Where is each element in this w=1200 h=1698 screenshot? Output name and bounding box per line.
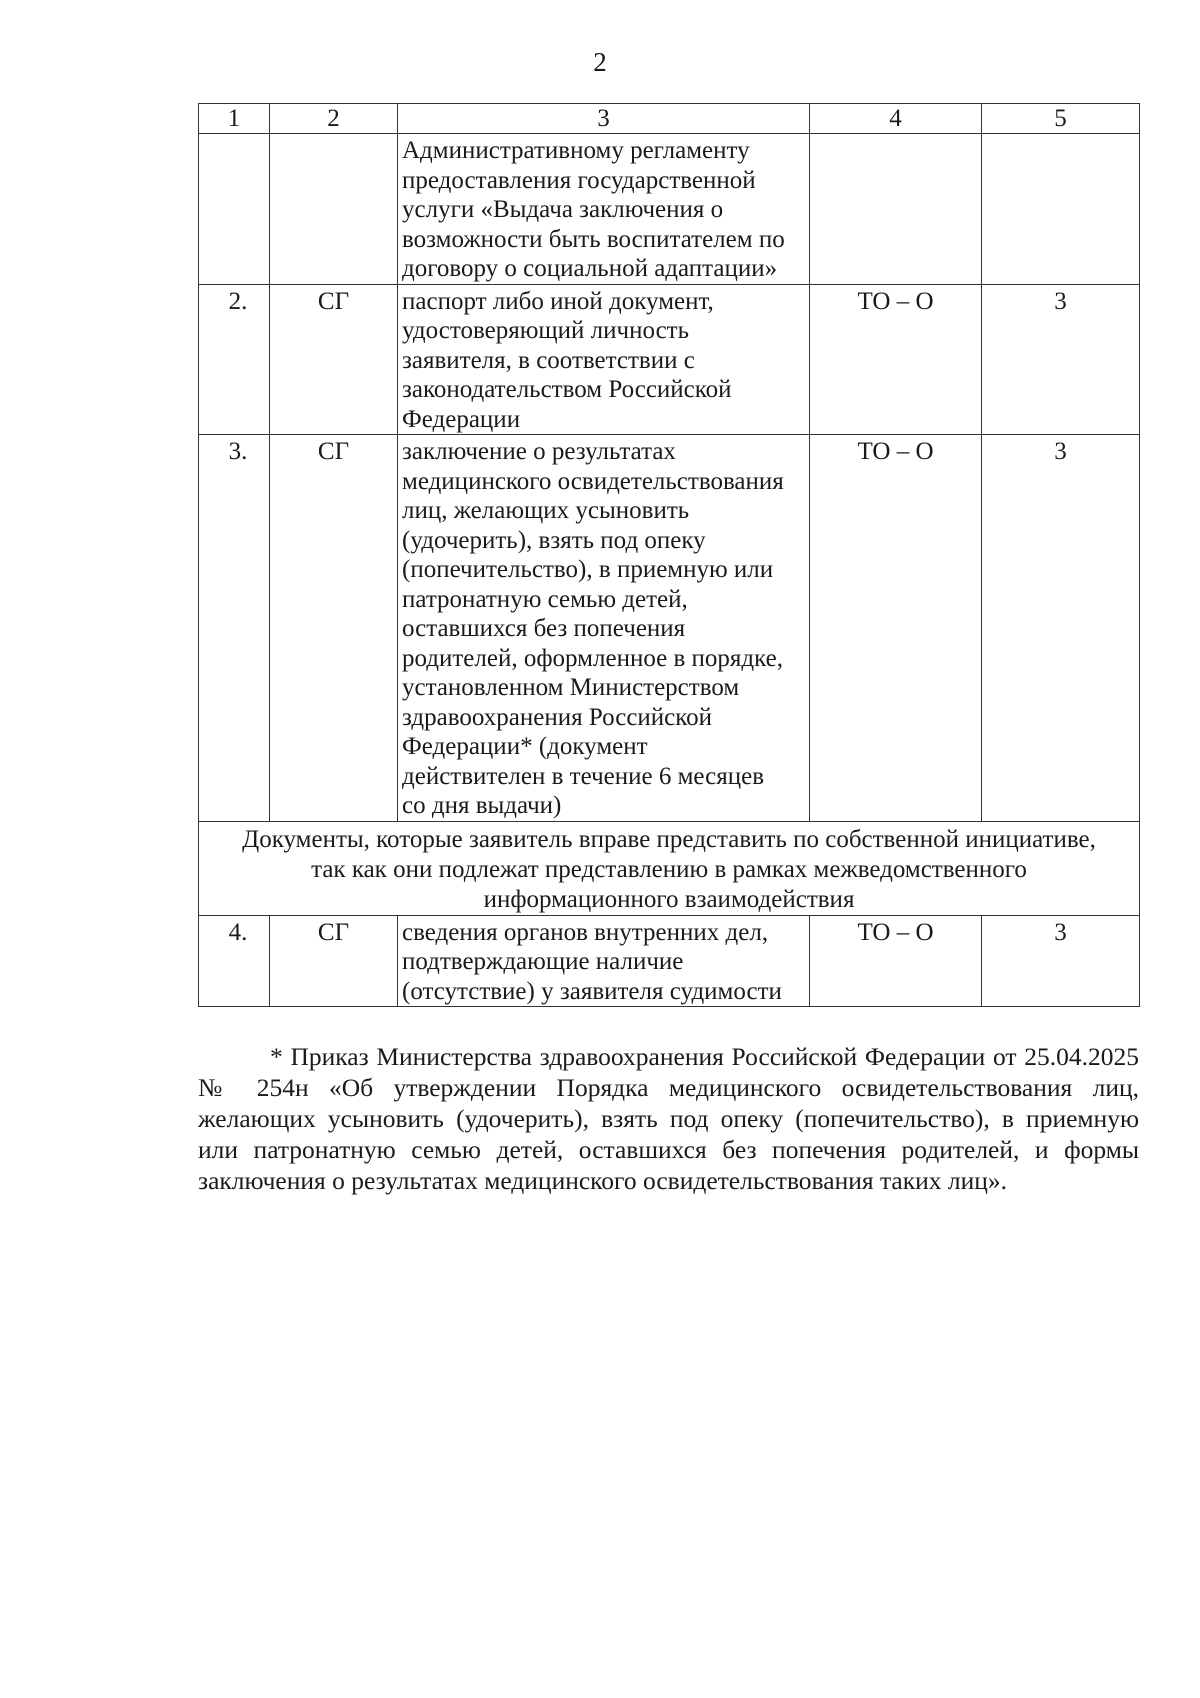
section-heading: Документы, которые заявитель вправе представить по собственной инициативе, так как они подлежат представлению в рамках межведомственного информационного взаимодействия: [199, 821, 1140, 915]
description-cell: паспорт либо иной документ, удостоверяющий личность заявителя, в соответствии с законодательством Российской Федерации: [398, 284, 810, 435]
requirement-cell: 3: [982, 284, 1140, 435]
table-header-row: [199, 104, 1140, 134]
description-cell: заключение о результатах медицинского освидетельствования лиц, желающих усыновить (удочерить), взять под опеку (попечительство), в приемную или патронатную семью детей, оставшихся без попечения родителей, оформленное в порядке, установленном Министерством здравоохранения Российской Федерации* (документ действителен в течение 6 месяцев со дня выдачи): [398, 435, 810, 822]
column-header: 4: [810, 104, 982, 134]
subject-cell: СГ: [270, 915, 398, 1007]
table-row: [199, 435, 1140, 822]
row-number-cell: 2.: [199, 284, 270, 435]
section-heading-row: [199, 821, 1140, 915]
row-number-cell: 3.: [199, 435, 270, 822]
footnote: * Приказ Министерства здравоохранения Российской Федерации от 25.04.2025 № 254н «Об утверждении Порядка медицинского освидетельствования лиц, желающих усыновить (удочерить), взять под опеку (попечительство), в приемную или патронатную семью детей, оставшихся без попечения родителей, и формы заключения о результатах медицинского освидетельствования таких лиц».: [198, 1042, 1139, 1195]
form-cell: ТО – О: [810, 284, 982, 435]
requirement-cell: 3: [982, 435, 1140, 822]
description-cell: сведения органов внутренних дел, подтверждающие наличие (отсутствие) у заявителя судимости: [398, 915, 810, 1007]
description-cell: Административному регламенту предоставления государственной услуги «Выдача заключения о возможности быть воспитателем по договору о социальной адаптации»: [398, 134, 810, 285]
row-number-cell: [199, 134, 270, 285]
table-row: [199, 284, 1140, 435]
subject-cell: СГ: [270, 284, 398, 435]
row-number-cell: 4.: [199, 915, 270, 1007]
column-header: 1: [199, 104, 270, 134]
requirement-cell: 3: [982, 915, 1140, 1007]
column-header: 5: [982, 104, 1140, 134]
form-cell: [810, 134, 982, 285]
page-number: 2: [593, 47, 607, 77]
column-header: 3: [398, 104, 810, 134]
requirement-cell: [982, 134, 1140, 285]
subject-cell: [270, 134, 398, 285]
documents-table: [198, 103, 1140, 1007]
table-row: [199, 134, 1140, 285]
subject-cell: СГ: [270, 435, 398, 822]
form-cell: ТО – О: [810, 435, 982, 822]
column-header: 2: [270, 104, 398, 134]
form-cell: ТО – О: [810, 915, 982, 1007]
table-row: [199, 915, 1140, 1007]
